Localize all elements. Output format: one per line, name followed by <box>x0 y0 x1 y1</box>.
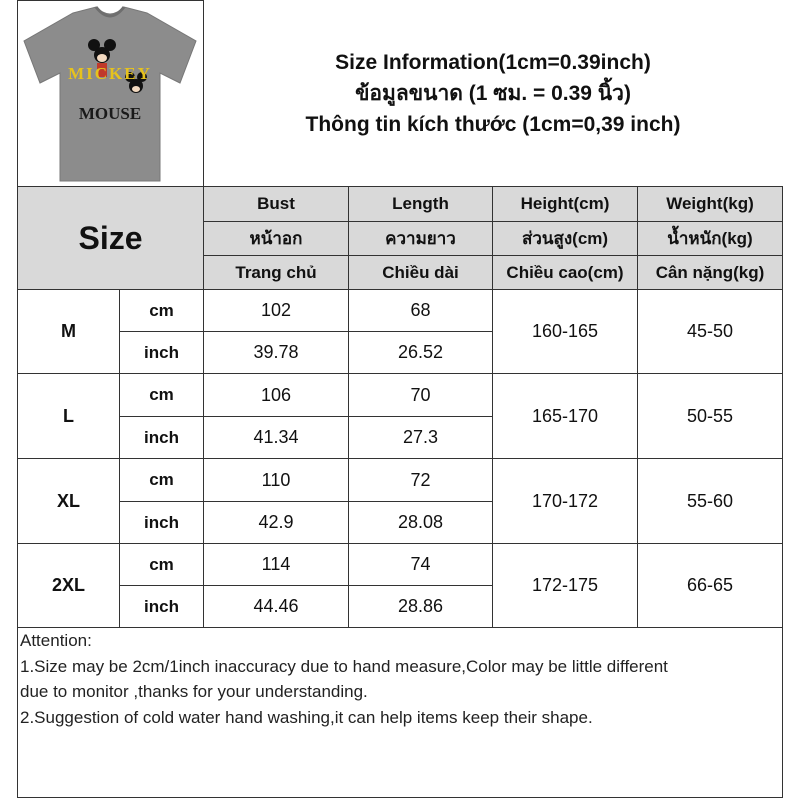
col-height-vi: Chiều cao(cm) <box>493 256 637 289</box>
unit-cm-m: cm <box>149 300 174 320</box>
bust-cm-xl: 110 <box>261 469 291 490</box>
info-line-th: ข้อมูลขนาด (1 ซม. = 0.39 นิ้ว) <box>355 81 631 105</box>
col-height-th: ส่วนสูง(cm) <box>493 222 637 255</box>
size-header: Size <box>78 219 143 256</box>
bust-cm-l: 106 <box>260 384 292 405</box>
weight-l: 50-55 <box>686 405 734 426</box>
grid-line <box>119 585 493 586</box>
grid-line <box>17 373 783 374</box>
col-height-en: Height(cm) <box>493 187 637 221</box>
info-line-vi: Thông tin kích thước (1cm=0,39 inch) <box>305 112 681 136</box>
print-text-bottom: MOUSE <box>78 104 142 123</box>
unit-inch-m: inch <box>144 342 179 362</box>
length-cm-2xl: 74 <box>410 554 431 574</box>
length-inch-l: 27.3 <box>402 427 439 447</box>
col-weight-en: Weight(kg) <box>638 187 782 221</box>
size-header-cell <box>18 187 203 289</box>
product-image <box>18 1 203 186</box>
bust-inch-2xl: 44.46 <box>253 596 299 616</box>
grid-line <box>203 221 783 222</box>
grid-line <box>119 501 493 502</box>
weight-m: 45-50 <box>686 321 734 341</box>
length-inch-2xl: 28.86 <box>397 596 444 616</box>
height-xl: 170-172 <box>531 490 599 511</box>
length-inch-m: 26.52 <box>397 342 444 362</box>
tshirt-icon <box>18 1 203 186</box>
height-l: 165-170 <box>531 405 599 426</box>
grid-line <box>203 255 783 256</box>
size-label-m: M <box>61 321 76 341</box>
length-cm-m: 68 <box>410 300 431 320</box>
length-inch-xl: 28.08 <box>397 512 444 532</box>
unit-cm-xl: cm <box>149 470 174 489</box>
attention-line-3: 2.Suggestion of cold water hand washing,it can help items keep their shape. <box>20 707 593 727</box>
col-bust-en: Bust <box>204 187 348 221</box>
col-weight-vi: Cân nặng(kg) <box>638 256 782 289</box>
unit-inch-2xl: inch <box>144 596 179 616</box>
grid-line <box>203 0 204 628</box>
bust-cm-2xl: 114 <box>261 554 291 574</box>
attention-notes <box>20 628 780 730</box>
weight-2xl: 66-65 <box>686 575 734 595</box>
col-length-th: ความยาว <box>349 222 492 255</box>
col-bust-vi: Trang chủ <box>204 256 348 289</box>
grid-line <box>17 458 783 459</box>
size-information-title <box>203 0 783 186</box>
col-length-en: Length <box>349 187 492 221</box>
grid-line <box>17 186 783 187</box>
grid-line <box>119 331 493 332</box>
length-cm-xl: 72 <box>410 469 431 490</box>
grid-line <box>348 186 349 628</box>
unit-inch-l: inch <box>144 427 179 447</box>
grid-line <box>637 186 638 628</box>
col-length-vi: Chiều dài <box>349 256 492 289</box>
attention-line-2: due to monitor ,thanks for your understanding. <box>20 682 368 701</box>
attention-title: Attention: <box>20 631 92 650</box>
unit-cm-l: cm <box>149 385 174 404</box>
col-bust-th: หน้าอก <box>204 222 348 255</box>
bust-inch-m: 39.78 <box>253 342 299 362</box>
weight-xl: 55-60 <box>686 490 734 511</box>
bust-cm-m: 102 <box>260 300 292 320</box>
unit-inch-xl: inch <box>144 512 179 532</box>
attention-line-1: 1.Size may be 2cm/1inch inaccuracy due to hand measure,Color may be little different <box>20 656 668 676</box>
length-cm-l: 70 <box>410 384 431 405</box>
size-label-xl: XL <box>56 490 80 511</box>
size-label-l: L <box>63 405 74 426</box>
col-weight-th: น้ำหนัก(kg) <box>638 222 782 255</box>
grid-line <box>492 186 493 628</box>
height-m: 160-165 <box>531 321 599 341</box>
grid-line <box>119 416 493 417</box>
grid-line <box>17 543 783 544</box>
grid-line <box>17 289 783 290</box>
print-text-top: MICKEY <box>68 64 152 83</box>
height-2xl: 172-175 <box>531 575 599 595</box>
bust-inch-l: 41.34 <box>253 427 299 447</box>
bust-inch-xl: 42.9 <box>258 512 294 532</box>
unit-cm-2xl: cm <box>149 554 174 574</box>
size-label-2xl: 2XL <box>51 575 85 595</box>
info-line-en: Size Information(1cm=0.39inch) <box>335 50 651 74</box>
